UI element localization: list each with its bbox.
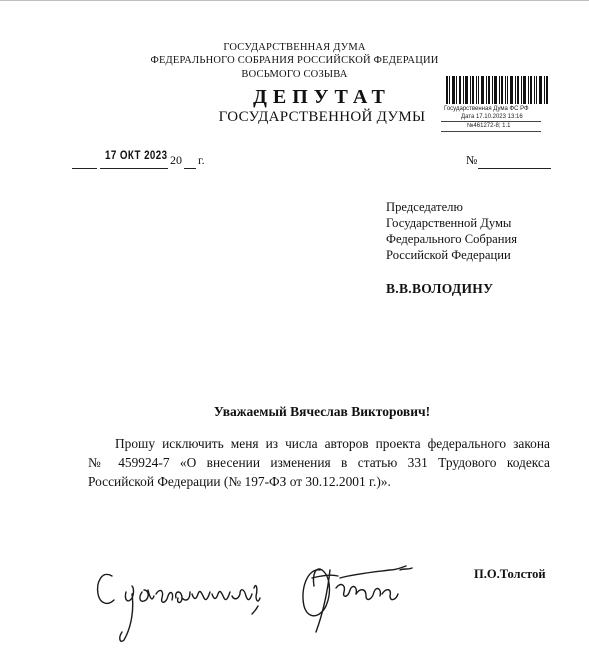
- body-line-1: Прошу исключить меня из числа авторов проекта федерального закона: [115, 436, 550, 451]
- stamp-org: Государственная Дума ФС РФ: [444, 106, 529, 112]
- date-underline-main: [100, 168, 168, 169]
- top-border: [0, 0, 589, 1]
- body-line-2: № 459924-7 «О внесении изменения в статью 331 Трудового кодекса: [88, 455, 550, 470]
- recipient-name: В.В.ВОЛОДИНУ: [386, 281, 494, 296]
- recipient-line-2: Государственной Думы: [386, 216, 512, 230]
- date-underline-left: [72, 168, 97, 169]
- body-line-3: Российской Федерации (№ 197-ФЗ от 30.12.2001 г.)».: [88, 474, 391, 489]
- stamp-rule: [441, 131, 541, 132]
- header-line-2: ФЕДЕРАЛЬНОГО СОБРАНИЯ РОССИЙСКОЙ ФЕДЕРАЦИИ: [150, 55, 439, 66]
- recipient-line-4: Российской Федерации: [386, 248, 511, 262]
- header-line-1: ГОСУДАРСТВЕННАЯ ДУМА: [223, 42, 366, 53]
- signer-name: П.О.Толстой: [474, 567, 546, 581]
- number-underline: [478, 168, 551, 169]
- letter-body: [88, 434, 550, 491]
- year-prefix: 20: [170, 153, 182, 167]
- recipient-line-3: Федерального Собрания: [386, 232, 517, 246]
- year-suffix: г.: [198, 153, 205, 167]
- barcode-icon: [446, 76, 548, 104]
- year-underline: [184, 168, 196, 169]
- received-date-stamp: 17 ОКТ 2023: [105, 150, 168, 162]
- registration-stamp: [441, 76, 553, 134]
- letterhead-subtitle: ГОСУДАРСТВЕННОЙ ДУМЫ: [218, 109, 426, 125]
- salutation: Уважаемый Вячеслав Викторович!: [213, 404, 431, 419]
- number-label: №: [466, 153, 478, 167]
- stamp-rule: [441, 121, 541, 122]
- recipient-line-1: Председателю: [386, 200, 463, 214]
- letterhead-title: ДЕПУТАТ: [253, 86, 391, 108]
- stamp-date: Дата 17.10.2023 13:16: [461, 114, 523, 120]
- handwritten-closing-and-signature-icon: [90, 548, 430, 648]
- stamp-number: №461272-8; 1.1: [467, 123, 511, 129]
- header-line-3: ВОСЬМОГО СОЗЫВА: [241, 69, 348, 80]
